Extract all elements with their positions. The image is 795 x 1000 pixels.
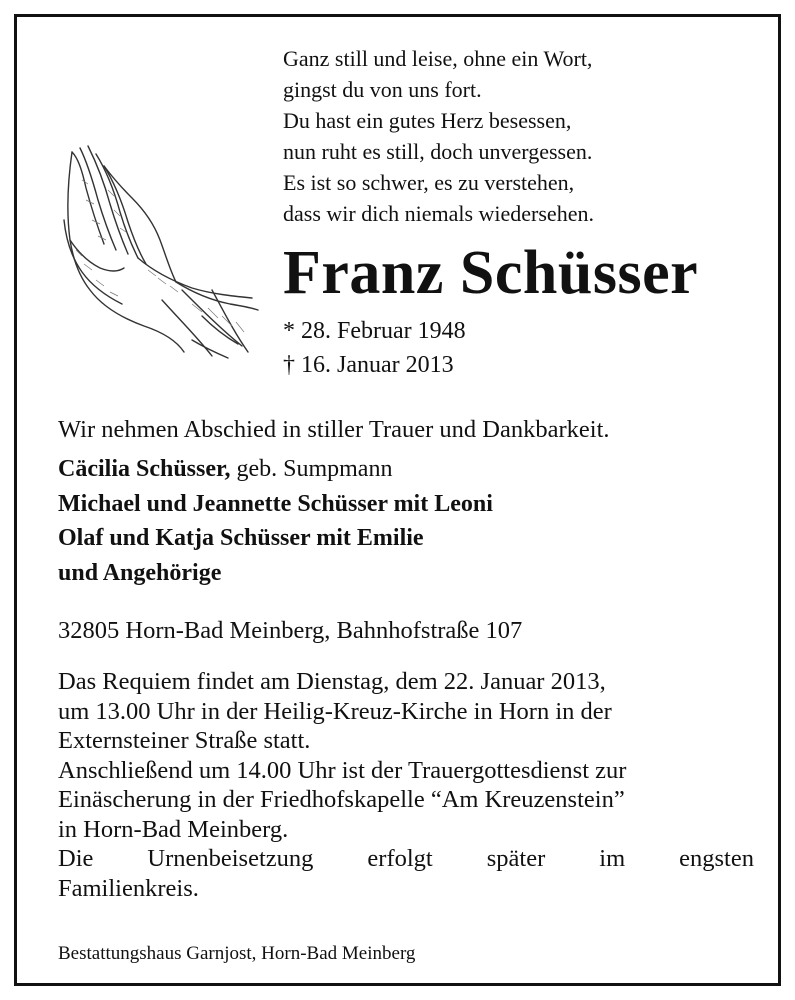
death-date: † 16. Januar 2013 — [283, 352, 454, 378]
poem — [283, 43, 594, 229]
poem-line: dass wir dich niemals wiedersehen. — [283, 201, 594, 226]
service-line: Die Urnenbeisetzung erfolgt später im engsten — [58, 845, 754, 872]
mourner-line — [58, 452, 493, 487]
poem-line: Du hast ein gutes Herz besessen, — [283, 108, 572, 133]
poem-line: Ganz still und leise, ohne ein Wort, — [283, 46, 593, 71]
service-details — [58, 667, 754, 903]
mourners-list — [58, 452, 493, 590]
birth-date: * 28. Februar 1948 — [283, 318, 466, 344]
service-line: um 13.00 Uhr in der Heilig-Kreuz-Kirche in Horn in der — [58, 697, 612, 725]
service-line: Einäscherung in der Friedhofskapelle “Am Kreuzenstein” — [58, 786, 625, 813]
funeral-home: Bestattungshaus Garnjost, Horn-Bad Meinberg — [58, 943, 416, 964]
service-line: in Horn-Bad Meinberg. — [58, 815, 289, 843]
service-line: Familienkreis. — [58, 874, 199, 902]
mourner-line: und Angehörige — [58, 559, 222, 586]
poem-line: Es ist so schwer, es zu verstehen, — [283, 170, 575, 195]
farewell-text: Wir nehmen Abschied in stiller Trauer und Dankbarkeit. — [58, 416, 610, 443]
poem-line: nun ruht es still, doch unvergessen. — [283, 139, 593, 164]
poem-line: gingst du von uns fort. — [283, 77, 482, 102]
maiden-name: geb. Sumpmann — [230, 456, 393, 482]
life-dates — [283, 314, 466, 382]
address: 32805 Horn-Bad Meinberg, Bahnhofstraße 107 — [58, 617, 523, 644]
deceased-name: Franz Schüsser — [283, 239, 699, 307]
service-line: Das Requiem findet am Dienstag, dem 22. Januar 2013, — [58, 668, 606, 695]
widow-name: Cäcilia Schüsser, — [58, 456, 231, 482]
service-line: Externsteiner Straße statt. — [58, 727, 311, 754]
mourner-line: Michael und Jeannette Schüsser mit Leoni — [58, 490, 493, 517]
service-line: Anschließend um 14.00 Uhr ist der Trauergottesdienst zur — [58, 756, 627, 784]
praying-hands-icon — [52, 140, 262, 365]
mourner-line: Olaf und Katja Schüsser mit Emilie — [58, 525, 424, 551]
